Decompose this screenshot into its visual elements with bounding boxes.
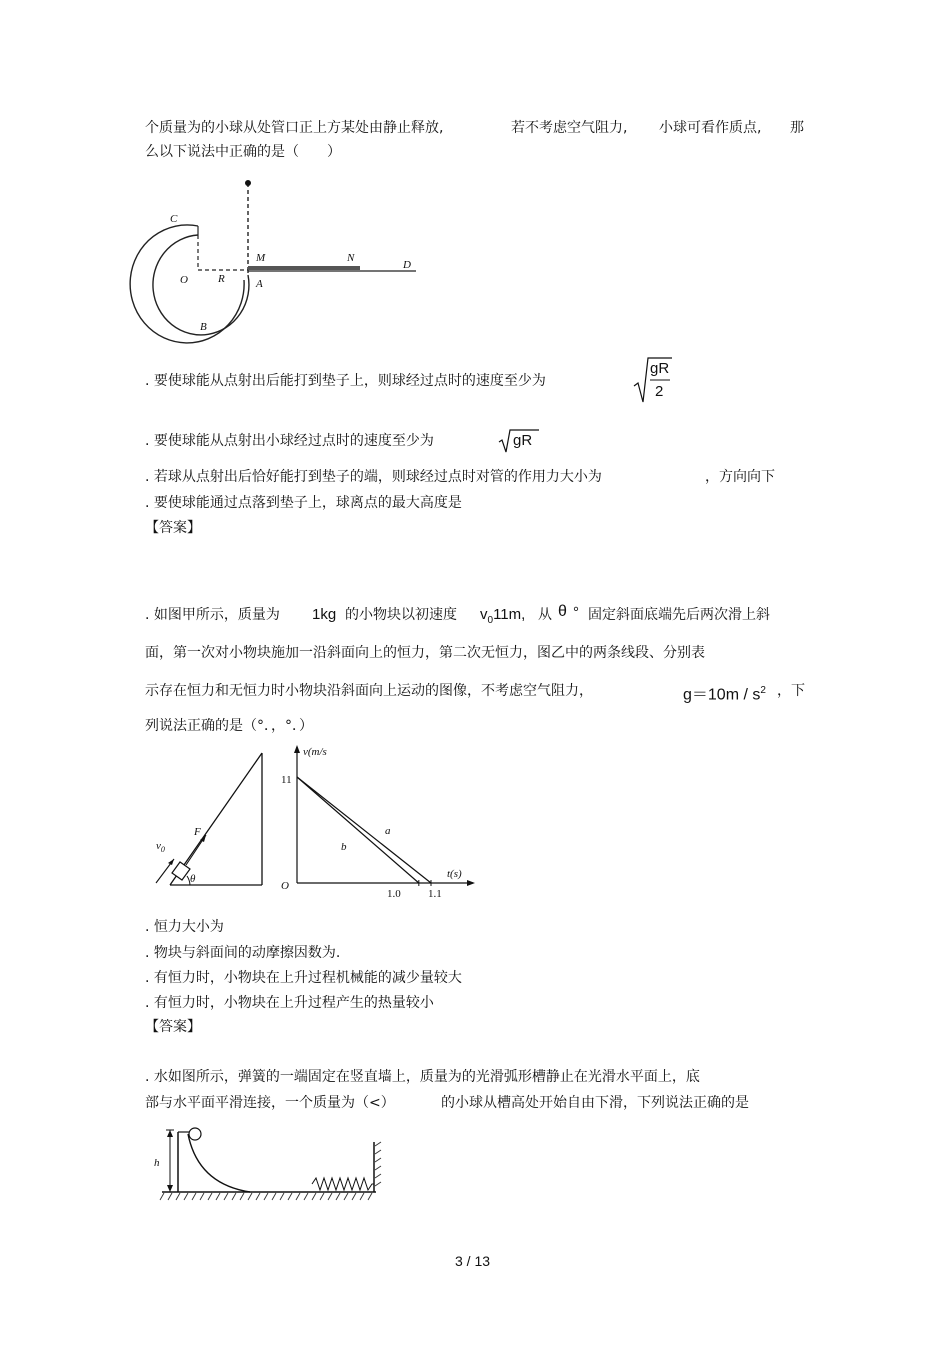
fig-h-label: h <box>154 1157 160 1169</box>
q1-line1-a: 个质量为的小球从处管口正上方某处由静止释放, <box>145 120 444 136</box>
q1-option-1: . 要使球能从点射出后能打到垫子上，则球经过点时的速度至少为 <box>145 373 546 389</box>
q2-line2: 面，第一次对小物块施加一沿斜面向上的恒力，第二次无恒力，图乙中的两条线段、分别表 <box>145 645 705 661</box>
vt-tick-1-0: 1.0 <box>387 888 401 900</box>
q3-spring-figure <box>150 1122 385 1204</box>
vt-series-b <box>297 777 419 883</box>
label-A: A <box>256 278 263 290</box>
q2-answer: 【答案】 <box>145 1019 201 1035</box>
label-D: D <box>403 259 411 271</box>
fig-a-F: F <box>194 826 201 838</box>
q2-theta: θ <box>558 603 567 620</box>
q1-option-4: . 要使球能通过点落到垫子上，球离点的最大高度是 <box>145 495 462 511</box>
q2-line3-b: ，下 <box>777 683 805 699</box>
vt-label-a: a <box>385 825 391 837</box>
vt-ylabel: v(m/s <box>303 746 327 758</box>
q2-vt-chart <box>275 743 480 903</box>
q1-option-3-tail: ，方向向下 <box>705 469 775 485</box>
vt-label-b: b <box>341 841 347 853</box>
label-N: N <box>347 252 355 264</box>
vt-tick-11: 11 <box>281 774 292 786</box>
q1-opt2-math: gR <box>497 428 541 454</box>
q2-line1-b: 的小物块以初速度 <box>345 607 457 623</box>
q1-opt1-math: gR 2 <box>632 356 672 404</box>
q2-incline-figure <box>150 745 270 890</box>
q1-option-2: . 要使球能从点射出小球经过点时的速度至少为 <box>145 433 434 449</box>
q3-line2-a: 部与水平面平滑连接，一个质量为（<） <box>145 1095 395 1111</box>
q1-line1-d: 那 <box>790 120 804 136</box>
q1-line1-c: 小球可看作质点, <box>659 120 762 136</box>
q2-option-1: . 恒力大小为 <box>145 919 224 935</box>
label-R: R <box>218 273 225 285</box>
label-C: C <box>170 213 178 225</box>
q2-line1-d: 固定斜面底端先后两次滑上斜 <box>588 607 770 623</box>
label-M: M <box>256 252 266 264</box>
label-B: B <box>200 321 207 333</box>
label-O: O <box>180 274 188 286</box>
q1-line2: 么以下说法中正确的是（ ） <box>145 144 341 160</box>
q2-line4: 列说法正确的是（°．，°．） <box>145 718 313 734</box>
vt-series-a <box>297 777 431 883</box>
fig-a-theta: θ <box>190 873 196 885</box>
q2-mass: 1kg <box>312 606 337 623</box>
q1-answer: 【答案】 <box>145 520 201 536</box>
q2-line1-a: . 如图甲所示，质量为 <box>145 607 280 623</box>
q2-option-2: . 物块与斜面间的动摩擦因数为. <box>145 945 341 961</box>
q3-line1: . 水如图所示，弹簧的一端固定在竖直墙上，质量为的光滑弧形槽静止在光滑水平面上，底 <box>145 1069 700 1085</box>
q2-line1-c: 从 <box>538 607 552 623</box>
q2-deg: ° <box>573 604 579 621</box>
vt-xlabel: t(s) <box>447 868 462 880</box>
q2-g: $g=10m / s^2$ <box>683 685 766 704</box>
q2-v0: $v_011m$, <box>480 606 526 626</box>
vt-tick-1-1: 1.1 <box>428 888 442 900</box>
q1-option-3: . 若球从点射出后恰好能打到垫子的端，则球经过点时对管的作用力大小为 <box>145 469 602 485</box>
page-number: 3 / 13 <box>455 1253 491 1269</box>
q1-tube-figure <box>140 175 430 340</box>
fig-a-v0: $v_0$ <box>156 840 165 854</box>
q2-option-3: . 有恒力时，小物块在上升过程机械能的减少量较大 <box>145 970 462 986</box>
q2-line3-a: 示存在恒力和无恒力时小物块沿斜面向上运动的图像，不考虑空气阻力， <box>145 683 593 699</box>
vt-origin: O <box>281 880 289 892</box>
q2-option-4: . 有恒力时，小物块在上升过程产生的热量较小 <box>145 995 434 1011</box>
q3-line2-b: 的小球从槽高处开始自由下滑，下列说法正确的是 <box>441 1095 749 1111</box>
q1-line1-b: 若不考虑空气阻力, <box>511 120 628 136</box>
